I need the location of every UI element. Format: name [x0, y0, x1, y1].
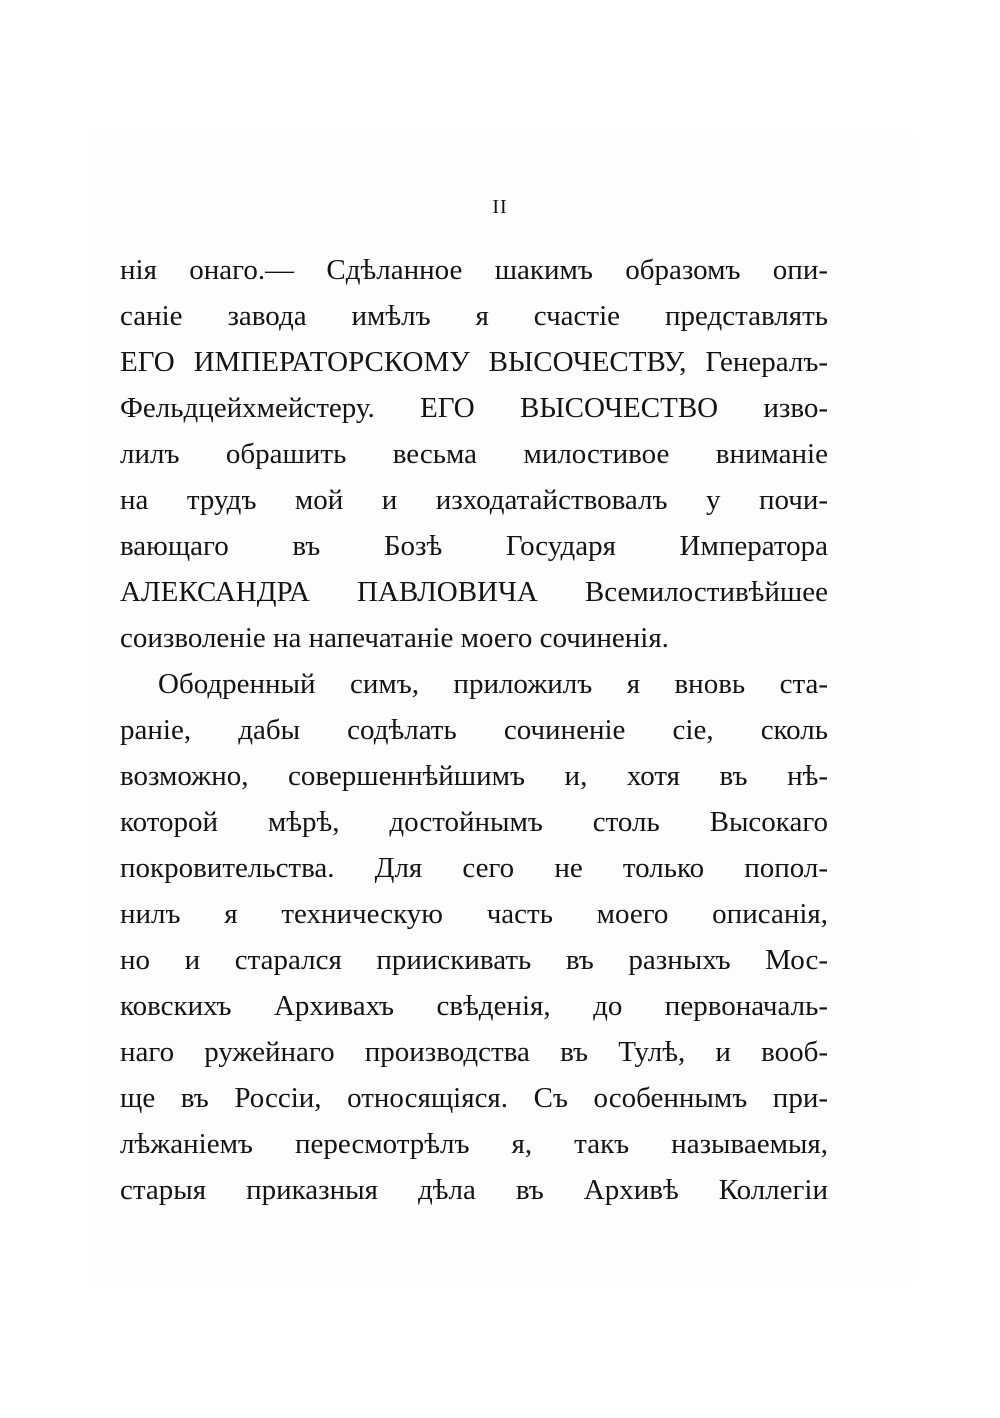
text-line: АЛЕКСАНДРА ПАВЛОВИЧА Всемилостивѣйшее [120, 576, 828, 608]
text-line: на трудъ мой и изходатайствовалъ у почи- [120, 484, 828, 516]
text-line: наго ружейнаго производства въ Тулѣ, и вооб- [120, 1036, 828, 1068]
text-line: ковскихъ Архивахъ свѣденія, до первоначаль- [120, 990, 828, 1022]
text-line: вающаго въ Бозѣ Государя Императора [120, 530, 828, 562]
text-line: старыя приказныя дѣла въ Архивѣ Коллегіи [120, 1174, 828, 1206]
text-line: которой мѣрѣ, достойнымъ столь Высокаго [120, 806, 828, 838]
text-line: покровительства. Для сего не только попол- [120, 852, 828, 884]
text-line: нилъ я техническую часть моего описанія, [120, 898, 828, 930]
text-line: нія онаго.— Сдѣланное шакимъ образомъ опи- [120, 254, 828, 286]
paragraph-start-line: Ободренный симъ, приложилъ я вновь ста- [158, 668, 828, 700]
page-body-text [120, 247, 828, 1213]
text-line: но и старался приискивать въ разныхъ Мос- [120, 944, 828, 976]
text-line: лѣжаніемъ пересмотрѣлъ я, такъ называемыя, [120, 1128, 828, 1160]
text-line: соизволеніе на напечатаніе моего сочиненія. [120, 622, 669, 654]
text-line: Фельдцейхмейстеру. ЕГО ВЫСОЧЕСТВО изво- [120, 392, 828, 424]
text-line: саніе завода имѣлъ я счастіе представлять [120, 300, 828, 332]
text-line: ЕГО ИМПЕРАТОРСКОМУ ВЫСОЧЕСТВУ, Генералъ- [120, 346, 828, 378]
text-line: ще въ Россіи, относящіяся. Съ особеннымъ при- [120, 1082, 828, 1114]
text-line: раніе, дабы содѣлать сочиненіе сіе, сколь [120, 714, 828, 746]
page-number: II [492, 196, 508, 218]
text-line: лилъ обрашить весьма милостивое вниманіе [120, 438, 828, 470]
text-line: возможно, совершеннѣйшимъ и, хотя въ нѣ- [120, 760, 828, 792]
